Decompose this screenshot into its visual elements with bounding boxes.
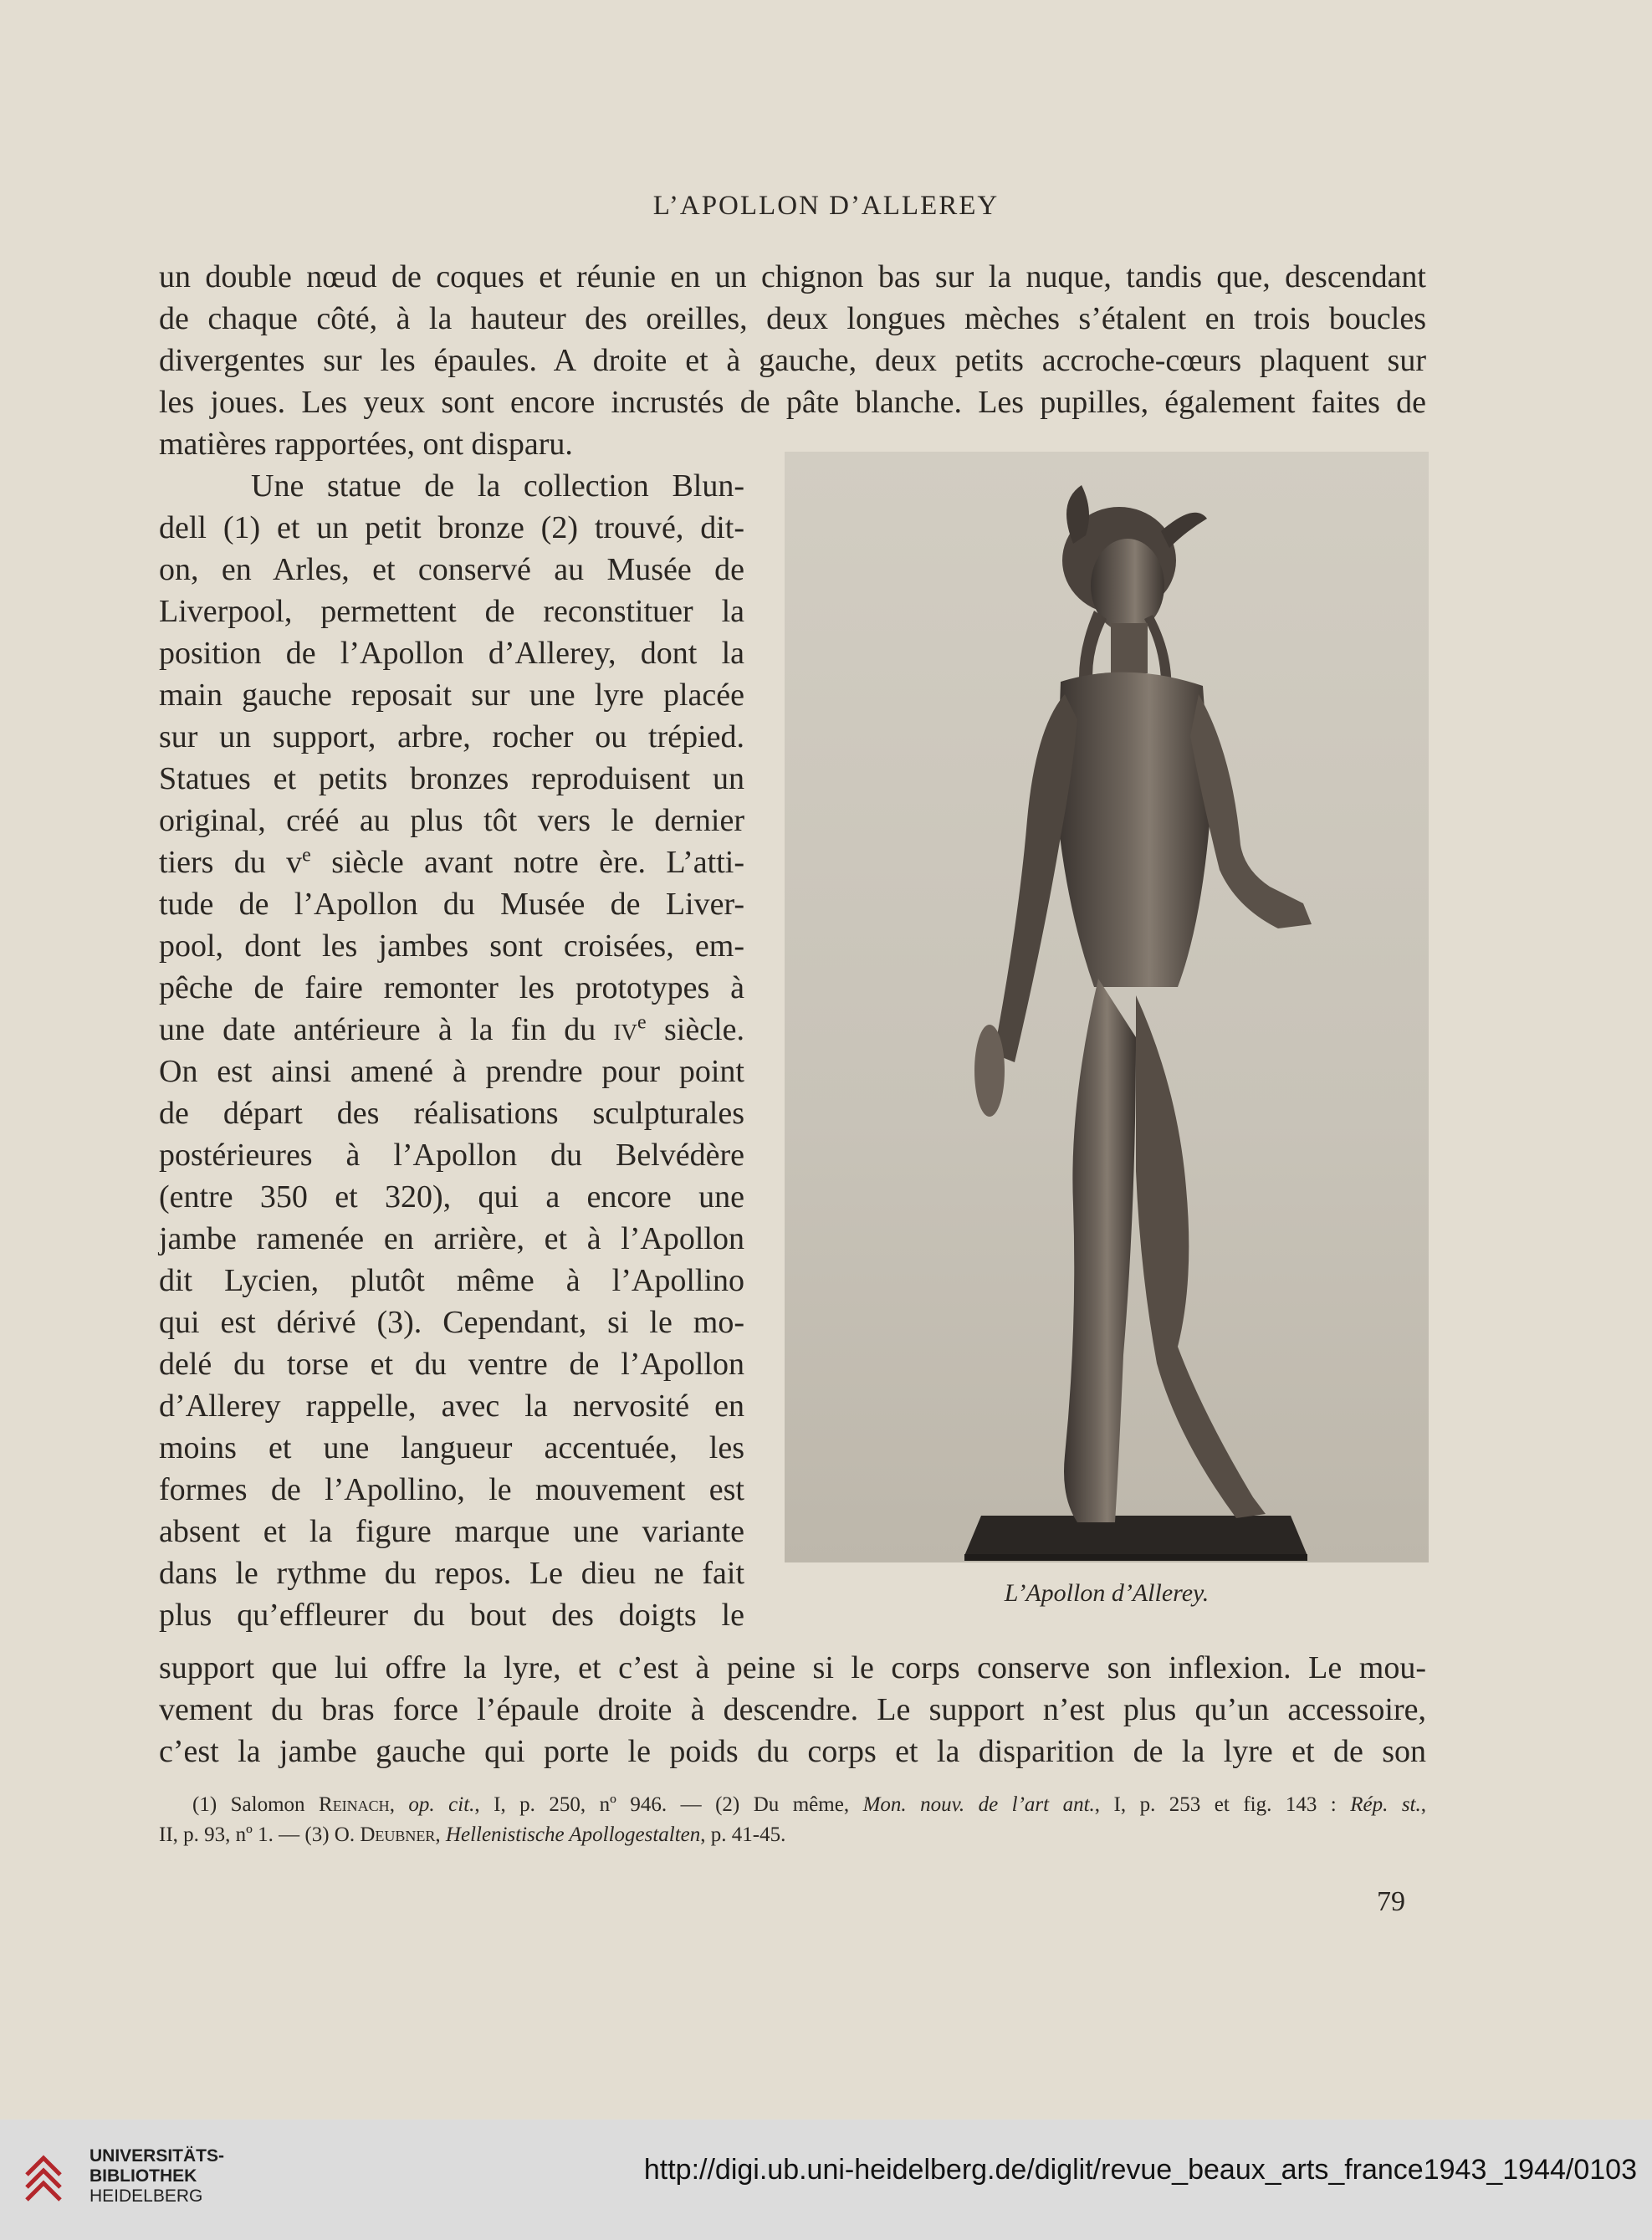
column-line: pêche de faire remonter les prototypes à xyxy=(159,970,744,1005)
text-run: , I, p. 253 et fig. 143 : xyxy=(1094,1793,1351,1816)
column-line: tude de l’Apollon du Musée de Liver- xyxy=(159,887,744,922)
column-line: position de l’Apollon d’Allerey, dont la xyxy=(159,636,744,671)
author-name: Reinach xyxy=(319,1793,390,1816)
column-line: dit Lycien, plutôt même à l’Apollino xyxy=(159,1263,744,1298)
column-line: jambe ramenée en arrière, et à l’Apollon xyxy=(159,1221,744,1256)
column-line: sur un support, arbre, rocher ou trépied. xyxy=(159,719,744,754)
body-line: support que lui offre la lyre, et c’est à peine si le corps conserve son inflexion. Le mou- xyxy=(159,1650,1426,1685)
column-line xyxy=(159,1009,744,1051)
text-run: siècle avant notre ère. L’atti- xyxy=(310,845,744,880)
text-run: II, p. 93, nº 1. — (3) O. xyxy=(159,1823,361,1846)
statue-photograph xyxy=(785,452,1429,1562)
column-line: postérieures à l’Apollon du Belvédère xyxy=(159,1138,744,1173)
text-run: , xyxy=(1420,1793,1426,1816)
body-line: les joues. Les yeux sont encore incrustés de pâte blanche. Les pupilles, également faites de xyxy=(159,385,1426,420)
text-run: une date antérieure à la fin du xyxy=(159,1012,614,1047)
column-line: delé du torse et du ventre de l’Apollon xyxy=(159,1347,744,1382)
running-head: L’APOLLON D’ALLEREY xyxy=(652,191,1000,221)
figure-caption: L’Apollon d’Allerey. xyxy=(1004,1579,1210,1607)
page-number: 79 xyxy=(1377,1886,1405,1917)
column-line: on, en Arles, et conservé au Musée de xyxy=(159,552,744,587)
column-line: On est ainsi amené à prendre pour point xyxy=(159,1054,744,1089)
text-run: , I, p. 250, nº 946. — (2) Du même, xyxy=(474,1793,863,1816)
superscript: e xyxy=(302,844,311,867)
author-name: Deubner xyxy=(360,1823,436,1846)
column-line: d’Allerey rappelle, avec la nervosité en xyxy=(159,1388,744,1424)
body-line: divergentes sur les épaules. A droite et à gauche, deux petits accroche-cœurs plaquent sur xyxy=(159,343,1426,378)
citation-title: Hellenistische Apollogestalten xyxy=(445,1823,701,1846)
body-line: de chaque côté, à la hauteur des oreilles, deux longues mèches s’étalent en trois boucles xyxy=(159,301,1426,336)
library-name-line: BIBLIOTHEK xyxy=(90,2166,197,2186)
column-line: Liverpool, permettent de reconstituer la xyxy=(159,594,744,629)
column-line: dell (1) et un petit bronze (2) trouvé, dit- xyxy=(159,510,744,545)
statue-figure xyxy=(785,452,1429,1562)
column-line: (entre 350 et 320), qui a encore une xyxy=(159,1179,744,1215)
column-line: dans le rythme du repos. Le dieu ne fait xyxy=(159,1556,744,1591)
body-line: c’est la jambe gauche qui porte le poids du corps et la disparition de la lyre et de son xyxy=(159,1734,1426,1769)
citation-title: op. cit. xyxy=(408,1793,475,1816)
column-line: formes de l’Apollino, le mouvement est xyxy=(159,1472,744,1507)
body-line: un double nœud de coques et réunie en un chignon bas sur la nuque, tandis que, descendant xyxy=(159,259,1426,294)
column-line: original, créé au plus tôt vers le dernier xyxy=(159,803,744,838)
text-run: (1) Salomon xyxy=(192,1793,320,1816)
column-line xyxy=(159,841,744,883)
column-line: Statues et petits bronzes reproduisent un xyxy=(159,761,744,796)
text-run: siècle. xyxy=(646,1012,744,1047)
column-line: de départ des réalisations sculpturales xyxy=(159,1096,744,1131)
citation-title: Mon. nouv. de l’art ant. xyxy=(862,1793,1095,1816)
column-line: Une statue de la collection Blun- xyxy=(251,468,744,504)
library-name-line: HEIDELBERG xyxy=(90,2186,203,2206)
text-run: tiers du v xyxy=(159,845,303,880)
text-run: , xyxy=(435,1823,446,1846)
column-line: absent et la figure marque une variante xyxy=(159,1514,744,1549)
column-line: qui est dérivé (3). Cependant, si le mo- xyxy=(159,1305,744,1340)
column-line: main gauche reposait sur une lyre placée xyxy=(159,678,744,713)
text-run: , xyxy=(389,1793,409,1816)
source-url-link[interactable]: http://digi.ub.uni-heidelberg.de/diglit/revue_beaux_arts_france1943_1944/0103 xyxy=(643,2154,1637,2186)
roman-numeral: iv xyxy=(613,1012,638,1047)
body-line: matières rapportées, ont disparu. xyxy=(159,427,573,462)
column-line: pool, dont les jambes sont croisées, em- xyxy=(159,928,744,964)
citation-title: Rép. st. xyxy=(1350,1793,1421,1816)
body-line: vement du bras force l’épaule droite à descendre. Le support n’est plus qu’un accessoire, xyxy=(159,1692,1426,1727)
library-logo-icon xyxy=(18,2141,69,2208)
library-name xyxy=(90,2146,224,2207)
column-line: moins et une langueur accentuée, les xyxy=(159,1430,744,1465)
column-line: plus qu’effleurer du bout des doigts le xyxy=(159,1598,744,1633)
footnote-line xyxy=(159,1820,1426,1850)
text-run: , p. 41-45. xyxy=(700,1823,786,1846)
library-name-line: UNIVERSITÄTS- xyxy=(90,2146,225,2166)
superscript: e xyxy=(637,1011,647,1034)
footnote-line xyxy=(192,1790,1426,1820)
